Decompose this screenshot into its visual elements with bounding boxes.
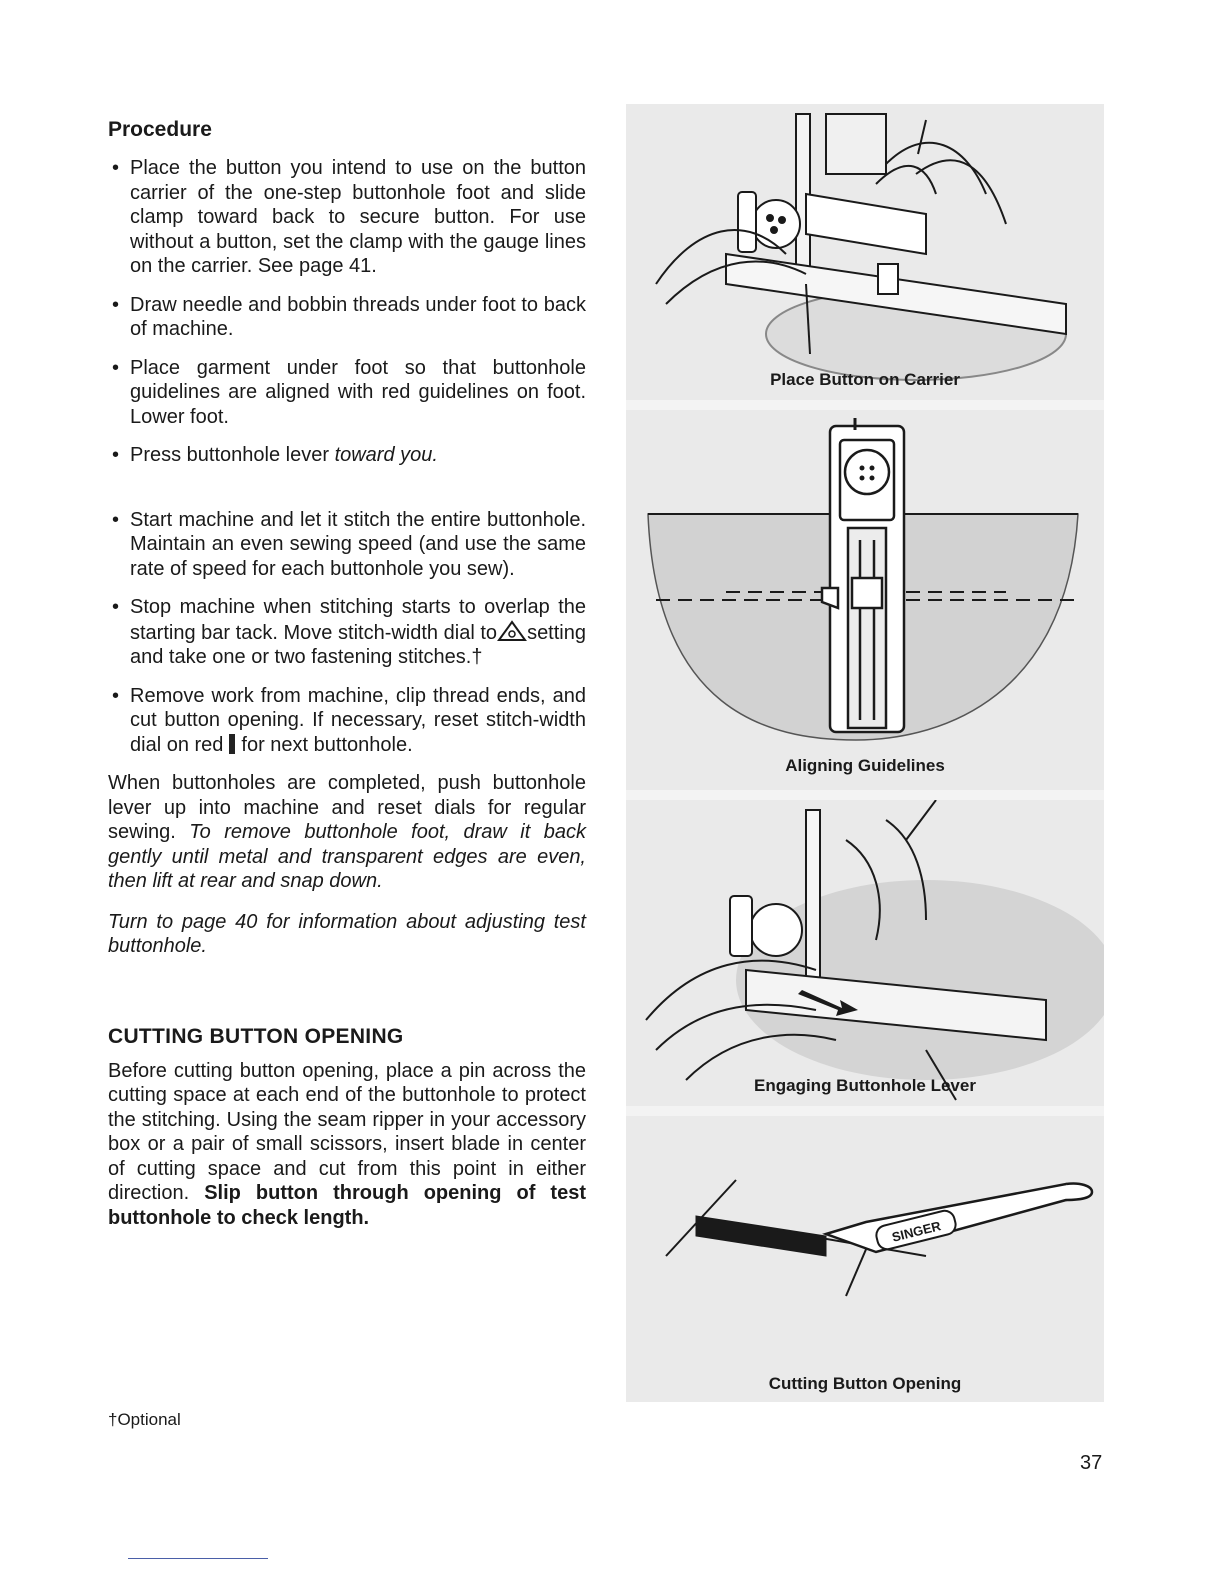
cutting-bold: Slip button through opening of test buttonhole to check length. [108,1182,586,1229]
illustration-place-button [626,104,1104,400]
completion-text: When buttonholes are completed, push buttonhole lever up into machine and reset dials for regular sewing. [108,772,586,843]
caption-engaging-lever: Engaging Buttonhole Lever [754,1076,976,1095]
turn-to-note [108,910,586,959]
list-item [108,293,586,342]
procedure-list [108,156,586,757]
illustration-aligning [626,410,1104,790]
divider [626,790,1104,800]
seam-ripper-illustration [626,1116,1104,1402]
cutting-heading: CUTTING BUTTON OPENING [108,1024,404,1048]
illustration-cutting [626,1116,1104,1402]
turn-to-text: Turn to page 40 for information about adjusting test buttonhole. [108,910,586,957]
step-text: Stop machine when stitching starts to overlap the starting bar tack. Move stitch-width dial to [130,596,586,644]
cutting-text: Before cutting button opening, place a pin across the cutting space at each end of the buttonhole to protect the stitching. Using the seam ripper in your accessory box or a pair of small scissors, insert blade in center of cutting space and cut from this point in either direction. [108,1059,586,1204]
aligning-guidelines-illustration [626,410,1104,790]
place-button-illustration [626,104,1104,400]
bartack-symbol-icon [497,620,527,642]
divider [626,400,1104,410]
caption-aligning: Aligning Guidelines [785,756,945,775]
engaging-lever-illustration [626,800,1104,1106]
step-text: Draw needle and bobbin threads under foot to back of machine. [130,293,586,340]
footnote: †Optional [108,1410,181,1429]
ripper-brand-label: SINGER [890,1218,943,1245]
illustration-engaging-lever [626,800,1104,1106]
divider [128,1558,268,1559]
illustration-column [626,104,1104,1402]
caption-place-button: Place Button on Carrier [770,370,960,389]
step-text: Place the button you intend to use on the button carrier of the one-step buttonhole foot and slide clamp toward back to secure button. For use without a button, set the clamp with the gauge lines on the carrier. See page 41. [130,157,586,277]
red-setting-mark-icon [229,734,235,754]
step-text: Start machine and let it stitch the entire buttonhole. Maintain an even sewing speed (and use the same rate of speed for each buttonhole you sew). [130,508,586,580]
instructions-column [108,118,586,1246]
divider [626,1106,1104,1116]
page-number: 37 [1080,1452,1103,1474]
completion-paragraph [108,771,586,894]
cutting-paragraph [108,1059,586,1231]
step-emphasis: toward you. [334,444,438,466]
list-item [108,684,586,758]
step-text: setting and take one or two fastening stitches.† [130,621,586,668]
list-item [108,443,586,468]
step-text: Remove work from machine, clip thread ends, and cut button opening. If necessary, reset stitch-width dial on red [130,684,586,756]
step-text: Press buttonhole lever [130,444,335,466]
procedure-heading: Procedure [108,118,212,141]
step-text: Place garment under foot so that buttonhole guidelines are aligned with red guidelines on foot. Lower foot. [130,356,586,428]
completion-italic: To remove buttonhole foot, draw it back gently until metal and transparent edges are even, then lift at rear and snap down. [108,821,586,892]
list-item [108,595,586,670]
step-text: for next buttonhole. [241,733,413,756]
list-item [108,508,586,582]
list-item [108,156,586,279]
caption-cutting: Cutting Button Opening [768,1374,962,1393]
list-item [108,356,586,430]
